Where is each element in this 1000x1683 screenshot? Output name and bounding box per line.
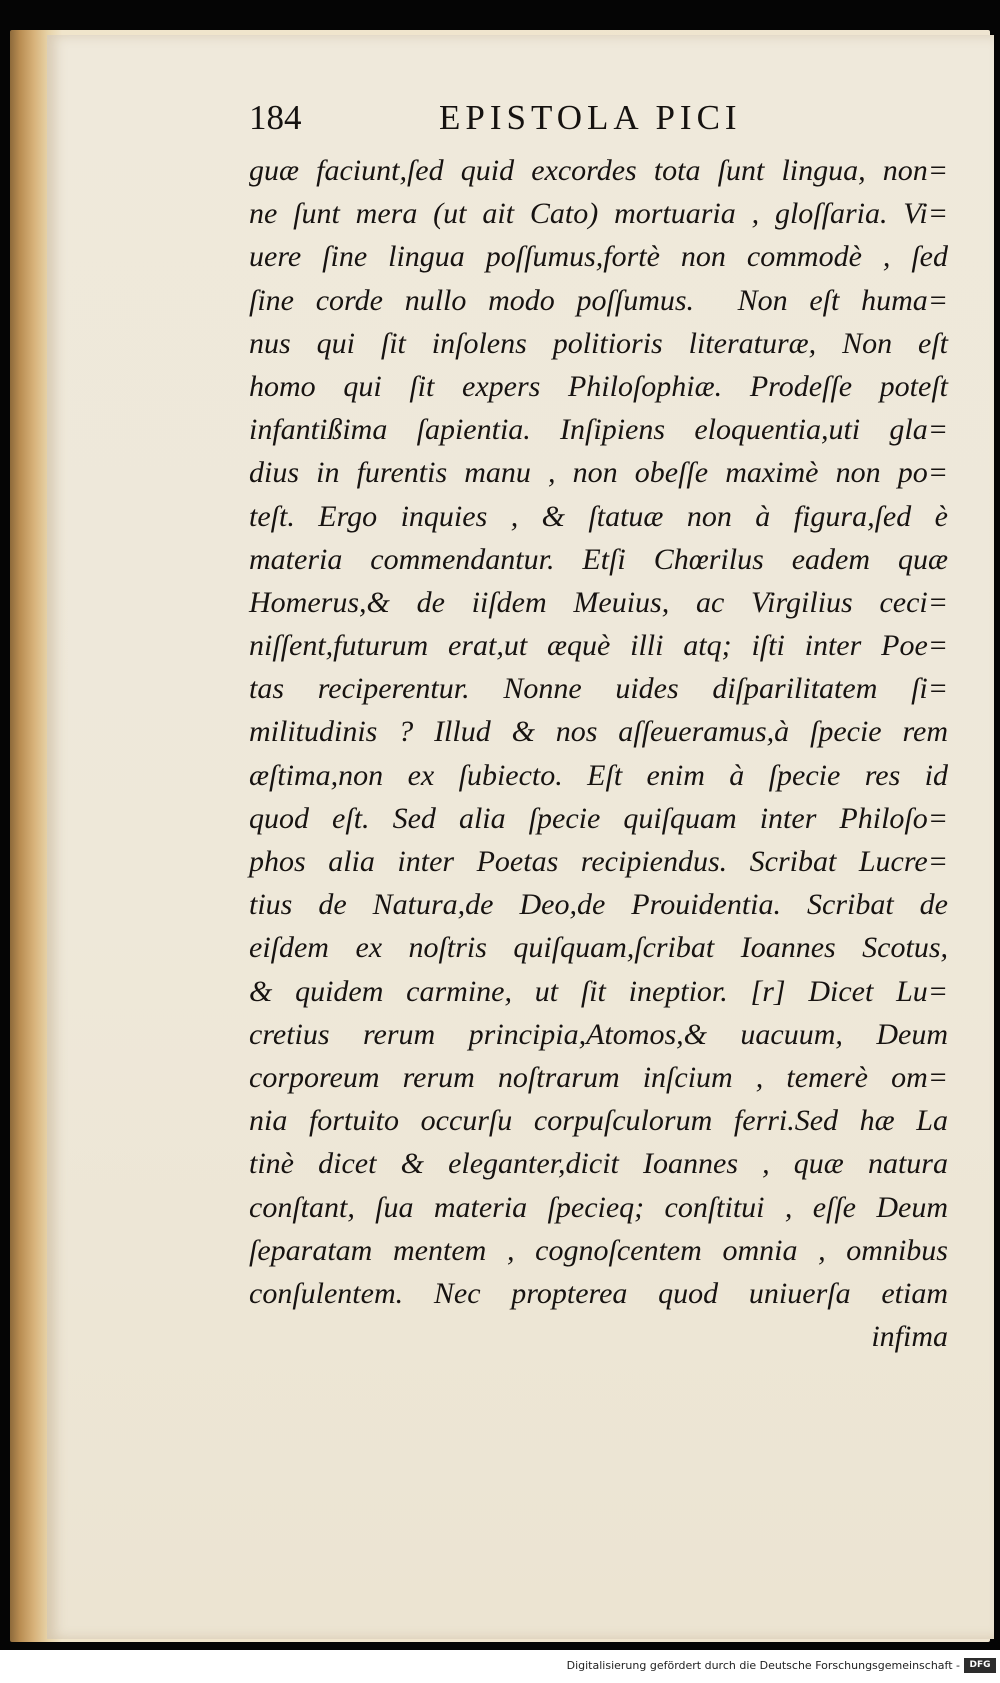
text-line: eiſdem ex noſtris quiſquam,ſcribat Ioannes Scotus,: [249, 931, 948, 965]
body-text: [249, 149, 948, 1358]
text-line: teſt. Ergo inquies , & ſtatuæ non à figura,ſed è: [249, 499, 948, 533]
text-line: cretius rerum principia,Atomos,& uacuum, Deum: [249, 1017, 948, 1051]
text-line: nia fortuito occurſu corpuſculorum ferri.Sed hæ La: [249, 1104, 948, 1138]
text-line: tas reciperentur. Nonne uides diſparilitatem ſi=: [249, 672, 948, 706]
text-line: materia commendantur. Etſi Chœrilus eadem quæ: [249, 542, 948, 576]
page-header: [249, 98, 789, 148]
text-line: infantißima ſapientia. Inſipiens eloquentia,uti gla=: [249, 413, 948, 447]
text-line: Homerus,& de iiſdem Meuius, ac Virgilius ceci=: [249, 585, 948, 619]
text-line: ſeparatam mentem , cognoſcentem omnia , omnibus: [249, 1233, 948, 1267]
text-line: corporeum rerum noſtrarum inſcium , temerè om=: [249, 1060, 948, 1094]
catchword: infima: [871, 1320, 948, 1354]
text-line: & quidem carmine, ut ſit ineptior. [r] Dicet Lu=: [249, 974, 948, 1008]
text-line: homo qui ſit expers Philoſophiæ. Prodeſſe poteſt: [249, 369, 948, 403]
digitization-credit: Digitalisierung gefördert durch die Deutsche Forschungsgemeinschaft -: [566, 1659, 960, 1672]
text-line: dius in furentis manu , non obeſſe maximè non po=: [249, 456, 948, 490]
dfg-logo: DFG: [964, 1658, 996, 1673]
text-line: tinè dicet & eleganter,dicit Ioannes , quæ natura: [249, 1147, 948, 1181]
page-number: 184: [249, 98, 302, 137]
running-title: EPISTOLA PICI: [439, 98, 742, 137]
text-line: ne ſunt mera (ut ait Cato) mortuaria , gloſſaria. Vi=: [249, 197, 948, 231]
footer-bar: [0, 1650, 1000, 1683]
text-line: conſulentem. Nec propterea quod uniuerſa etiam: [249, 1276, 948, 1310]
text-line: militudinis ? Illud & nos aſſeueramus,à ſpecie rem: [249, 715, 948, 749]
text-line: conſtant, ſua materia ſpecieq; conſtitui , eſſe Deum: [249, 1190, 948, 1224]
text-line: æſtima,non ex ſubiecto. Eſt enim à ſpecie res id: [249, 758, 948, 792]
text-line: guæ faciunt,ſed quid excordes tota ſunt lingua, non=: [249, 154, 948, 187]
text-line: niſſent,futurum erat,ut æquè illi atq; iſti inter Poe=: [249, 629, 948, 663]
text-line: nus qui ſit inſolens politioris literaturæ, Non eſt: [249, 326, 948, 360]
text-line: tius de Natura,de Deo,de Prouidentia. Scribat de: [249, 888, 948, 922]
text-line: quod eſt. Sed alia ſpecie quiſquam inter Philoſo=: [249, 801, 948, 835]
text-line: uere ſine lingua poſſumus,fortè non commodè , ſed: [249, 240, 948, 274]
text-line: ſine corde nullo modo poſſumus. Non eſt huma=: [249, 283, 948, 317]
text-line: phos alia inter Poetas recipiendus. Scribat Lucre=: [249, 845, 948, 878]
